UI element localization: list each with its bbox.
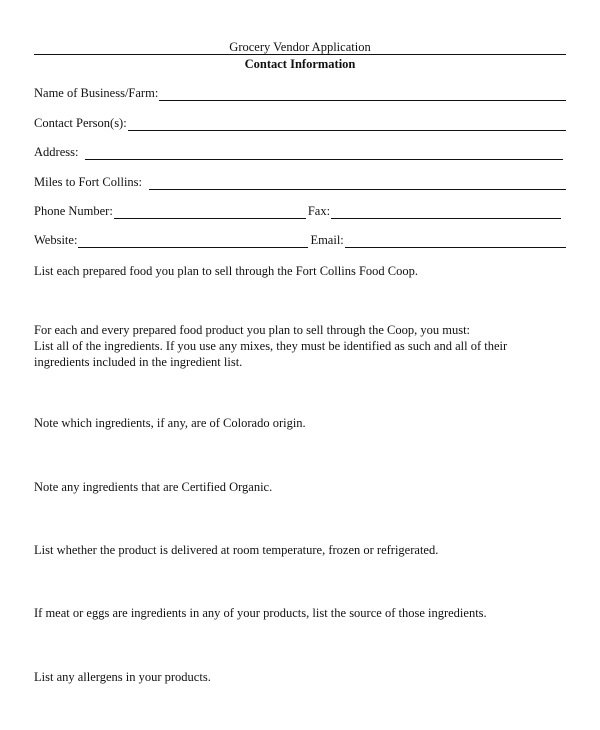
- address-field[interactable]: [85, 148, 563, 160]
- business-name-label: Name of Business/Farm:: [34, 86, 159, 100]
- list-foods-instruction: List each prepared food you plan to sell through the Fort Collins Food Coop.: [34, 264, 418, 278]
- business-name-row: [34, 86, 566, 101]
- website-label: Website:: [34, 233, 78, 247]
- contact-person-label: Contact Person(s):: [34, 116, 127, 130]
- email-field[interactable]: [345, 236, 566, 248]
- header-divider: [34, 54, 566, 55]
- document-title: Grocery Vendor Application: [229, 40, 371, 54]
- website-email-row: [34, 233, 566, 248]
- email-label: Email:: [310, 233, 344, 247]
- address-row: [34, 145, 563, 160]
- ingredients-instruction: List all of the ingredients. If you use any mixes, they must be identified as such and all of their ingredients included in the ingredient list.: [34, 339, 508, 369]
- fax-label: Fax:: [307, 204, 331, 218]
- miles-label: Miles to Fort Collins:: [34, 175, 143, 189]
- miles-row: [34, 175, 566, 190]
- must-intro-text: For each and every prepared food product you plan to sell through the Coop, you must:: [34, 323, 471, 337]
- phone-label: Phone Number:: [34, 204, 113, 218]
- organic-instruction: Note any ingredients that are Certified Organic.: [34, 480, 273, 494]
- allergens-instruction: List any allergens in your products.: [34, 670, 211, 684]
- address-label: Address:: [34, 145, 79, 159]
- phone-field[interactable]: [114, 207, 306, 219]
- phone-fax-row: [34, 204, 561, 219]
- delivery-instruction: List whether the product is delivered at room temperature, frozen or refrigerated.: [34, 543, 439, 557]
- colorado-instruction: Note which ingredients, if any, are of Colorado origin.: [34, 416, 306, 430]
- meat-eggs-instruction: If meat or eggs are ingredients in any of your products, list the source of those ingredients.: [34, 606, 487, 620]
- contact-person-row: [34, 116, 566, 131]
- miles-field[interactable]: [149, 178, 566, 190]
- section-heading: Contact Information: [244, 57, 356, 71]
- contact-person-field[interactable]: [128, 119, 566, 131]
- website-field[interactable]: [78, 236, 308, 248]
- fax-field[interactable]: [331, 207, 561, 219]
- business-name-field[interactable]: [159, 89, 566, 101]
